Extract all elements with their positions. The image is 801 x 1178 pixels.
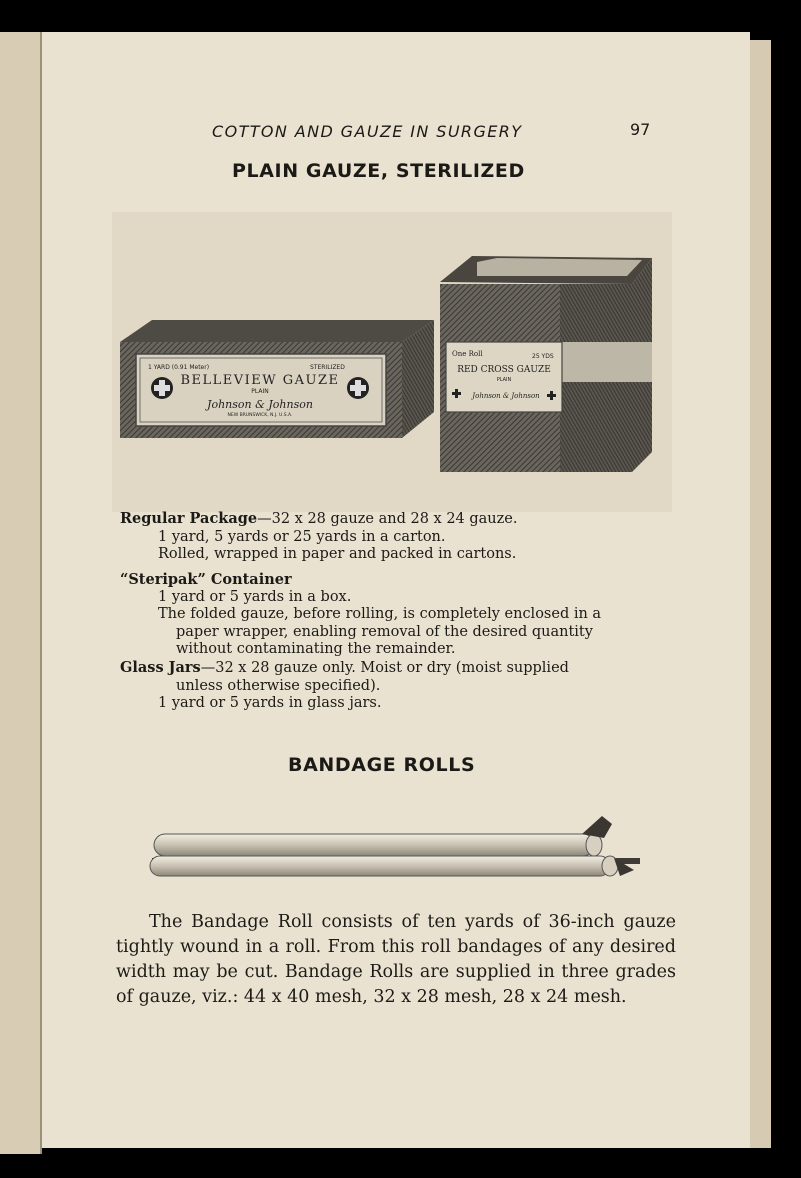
gauze-boxes-photo <box>112 212 672 512</box>
red-cross-icon <box>151 377 173 399</box>
regular-line2: Rolled, wrapped in paper and packed in cartons. <box>158 546 517 562</box>
red-cross-icon <box>347 377 369 399</box>
box2-maker: Johnson & Johnson <box>472 392 540 400</box>
book-page <box>42 32 750 1148</box>
bandage-rolls-illustration <box>142 802 642 892</box>
bandage-roll-description <box>116 910 676 1010</box>
steripak-heading: “Steripak” Container <box>120 571 292 588</box>
box1-maker: Johnson & Johnson <box>207 398 313 411</box>
box2-yds: 25 YDS <box>532 353 554 360</box>
glass-heading: Glass Jars <box>120 659 201 676</box>
regular-heading-rest: —32 x 28 gauze and 28 x 24 gauze. <box>257 511 518 527</box>
box1-city: NEW BRUNSWICK, N.J. U.S.A. <box>227 413 293 418</box>
steripak-container <box>120 571 601 659</box>
regular-package <box>120 510 517 564</box>
steripak-line1: 1 yard or 5 yards in a box. <box>158 588 352 605</box>
book-left-edge <box>0 32 42 1154</box>
steripak-line3: paper wrapper, enabling removal of the desired quantity <box>176 623 593 640</box>
box1-brand: BELLEVIEW GAUZE <box>180 373 340 388</box>
regular-heading: Regular Package <box>120 510 258 527</box>
box2-name: RED CROSS GAUZE <box>457 365 551 375</box>
box1-plain: PLAIN <box>251 388 269 395</box>
bandage-paragraph: The Bandage Roll consists of ten yards of 36-inch gauze tightly wound in a roll. From this roll bandages of any desired width may be cut. Bandage Rolls are supplied in three grades of gauze, viz.: 44 x 40 mesh, 32 x 28 mesh, 28 x 24 mesh. <box>116 912 676 1007</box>
steripak-line4: without contaminating the remainder. <box>176 641 456 657</box>
regular-line1: 1 yard, 5 yards or 25 yards in a carton. <box>158 528 446 545</box>
glass-line1: unless otherwise specified). <box>176 677 381 694</box>
section-title-plain-gauze: PLAIN GAUZE, STERILIZED <box>232 160 525 182</box>
glass-heading-rest: —32 x 28 gauze only. Moist or dry (moist supplied <box>200 660 569 676</box>
red-cross-gauze-box <box>440 256 652 472</box>
steripak-line2: The folded gauze, before rolling, is completely enclosed in a <box>158 606 602 622</box>
page-number: 97 <box>630 120 651 139</box>
running-title: COTTON AND GAUZE IN SURGERY <box>212 122 523 141</box>
box2-roll: One Roll <box>452 350 483 358</box>
box1-measure: 1 YARD (0.91 Meter) <box>148 364 210 371</box>
glass-jars <box>120 659 569 713</box>
box1-sterilized: STERILIZED <box>310 364 345 371</box>
belleview-gauze-box <box>120 320 434 438</box>
book-right-edge <box>748 40 771 1148</box>
section-title-bandage-rolls: BANDAGE ROLLS <box>288 754 476 776</box>
glass-line2: 1 yard or 5 yards in glass jars. <box>158 695 382 711</box>
box2-plain: PLAIN <box>496 377 512 383</box>
